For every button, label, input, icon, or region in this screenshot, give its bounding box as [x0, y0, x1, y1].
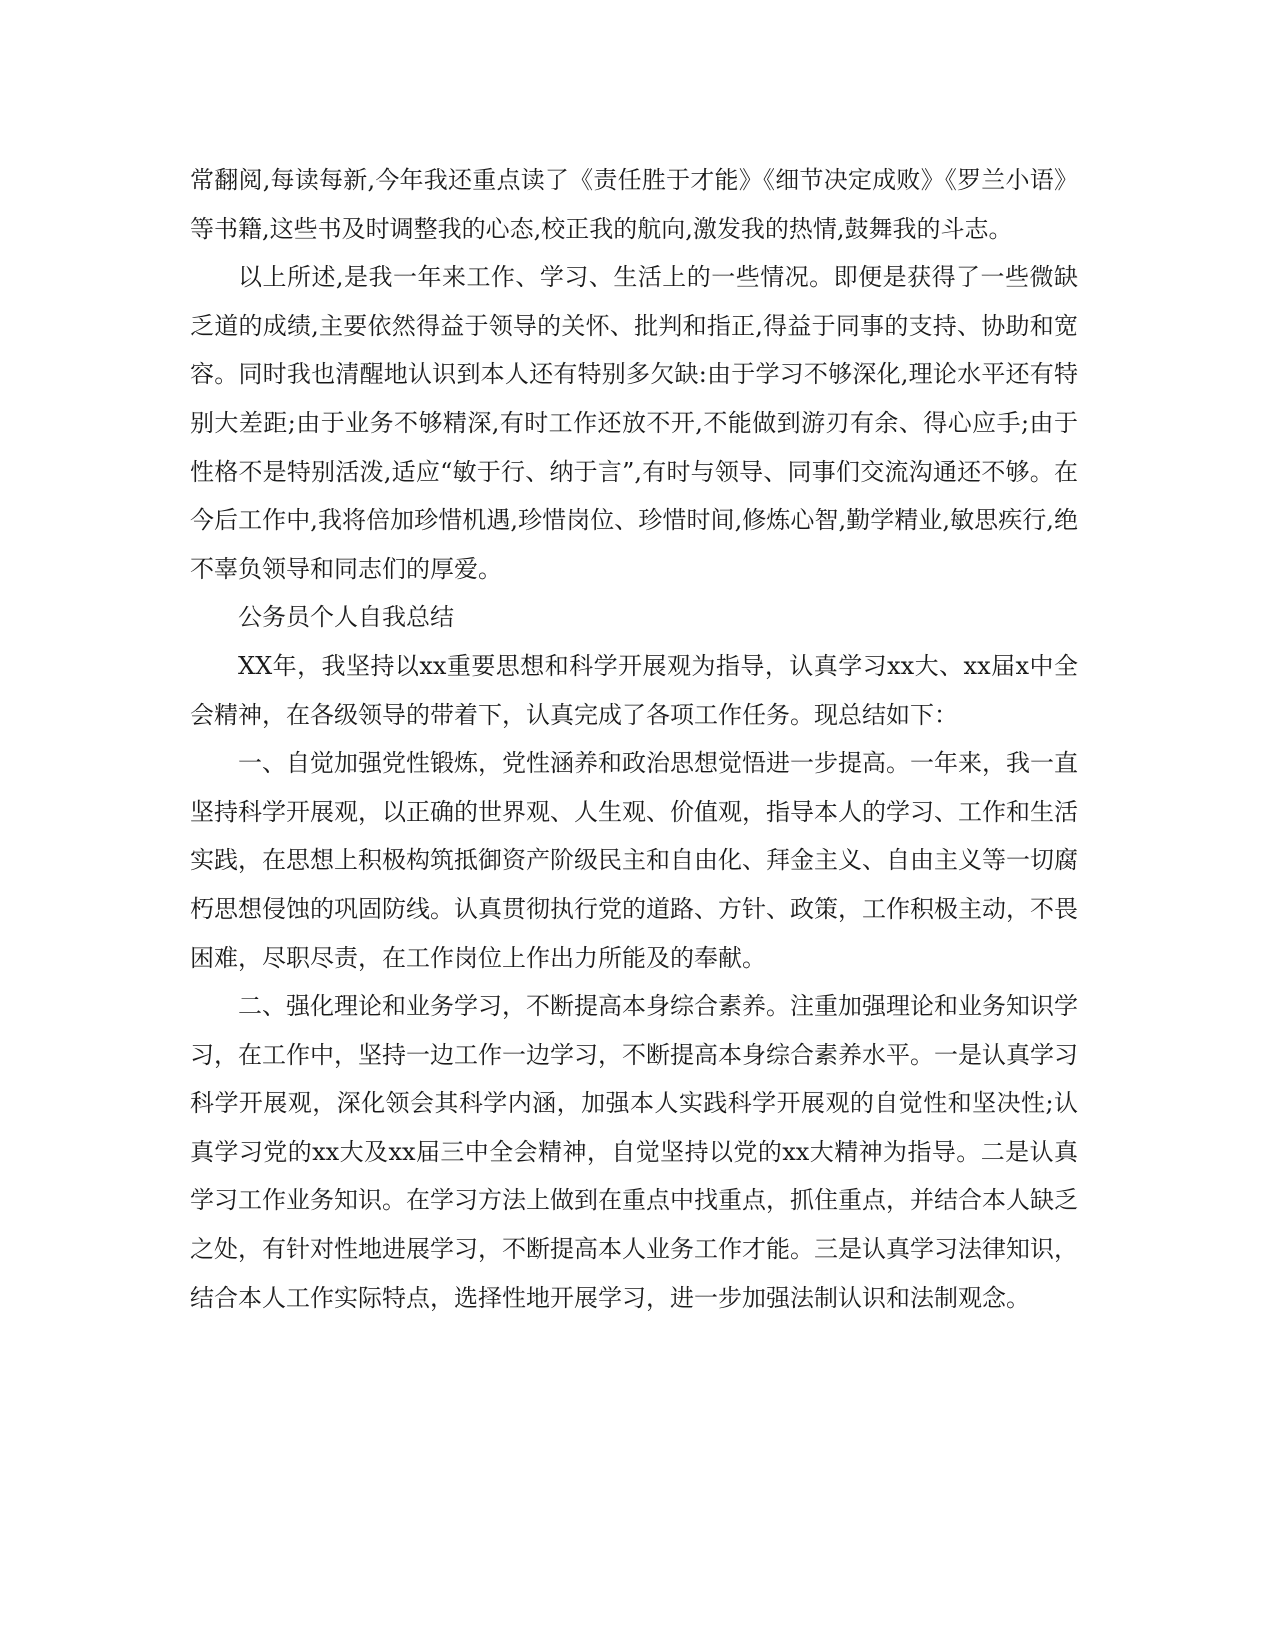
section-title: 公务员个人自我总结: [238, 603, 454, 632]
paragraph-reading-continued: 常翻阅,每读每新,今年我还重点读了《责任胜于才能》《细节决定成败》《罗兰小语》等书籍,这些书及时调整我的心态,校正我的航向,激发我的热情,鼓舞我的斗志。: [190, 166, 1078, 243]
paragraph-summary-reflection: 以上所述,是我一年来工作、学习、生活上的一些情况。即便是获得了一些微缺乏道的成绩,主要依然得益于领导的关怀、批判和指正,得益于同事的支持、协助和宽容。同时我也清醒地认识到本人还有特别多欠缺:由于学习不够深化,理论水平还有特别大差距;由于业务不够精深,有时工作还放不开,不能做到游刃有余、得心应手;由于性格不是特别活泼,适应“敏于行、纳于言”,有时与领导、同事们交流沟通还不够。在今后工作中,我将倍加珍惜机遇,珍惜岗位、珍惜时间,修炼心智,勤学精业,敏思疾行,绝不辜负领导和同志们的厚爱。: [190, 263, 1078, 583]
document-body: [190, 156, 1078, 1322]
paragraph-intro: XX年，我坚持以xx重要思想和科学开展观为指导，认真学习xx大、xx届x中全会精神，在各级领导的带着下，认真完成了各项工作任务。现总结如下：: [190, 651, 1078, 729]
paragraph-point-two: 二、强化理论和业务学习，不断提高本身综合素养。注重加强理论和业务知识学习，在工作中，坚持一边工作一边学习，不断提高本身综合素养水平。一是认真学习科学开展观，深化领会其科学内涵，加强本人实践科学开展观的自觉性和坚决性;认真学习党的xx大及xx届三中全会精神，自觉坚持以党的xx大精神为指导。二是认真学习工作业务知识。在学习方法上做到在重点中找重点，抓住重点，并结合本人缺乏之处，有针对性地进展学习，不断提高本人业务工作才能。三是认真学习法律知识，结合本人工作实际特点，选择性地开展学习，进一步加强法制认识和法制观念。: [190, 992, 1078, 1312]
paragraph-point-one: 一、自觉加强党性锻炼，党性涵养和政治思想觉悟进一步提高。一年来，我一直坚持科学开展观，以正确的世界观、人生观、价值观，指导本人的学习、工作和生活实践，在思想上积极构筑抵御资产阶级民主和自由化、拜金主义、自由主义等一切腐朽思想侵蚀的巩固防线。认真贯彻执行党的道路、方针、政策，工作积极主动，不畏困难，尽职尽责，在工作岗位上作出力所能及的奉献。: [190, 749, 1078, 972]
